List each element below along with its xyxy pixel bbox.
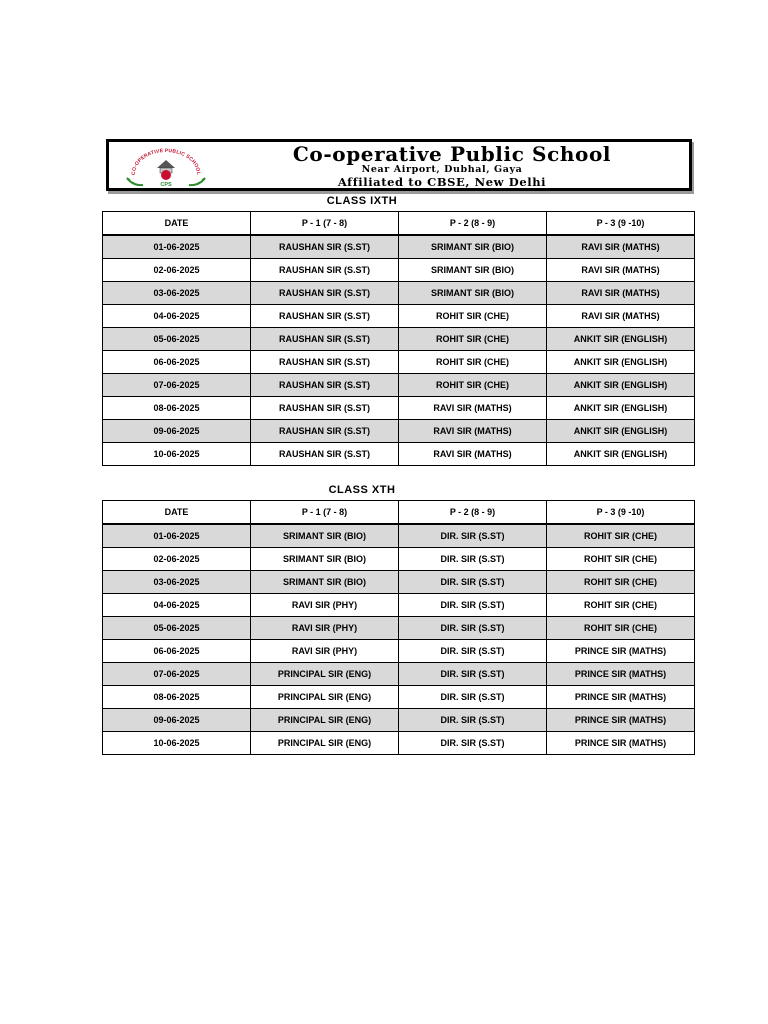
period-3-cell: RAVI SIR (MATHS): [547, 259, 695, 282]
column-header-p2: P - 2 (8 - 9): [399, 212, 547, 236]
table-row: [103, 443, 695, 466]
period-3-cell: RAVI SIR (MATHS): [547, 305, 695, 328]
period-2-cell: SRIMANT SIR (BIO): [399, 259, 547, 282]
school-header: [106, 139, 692, 191]
period-1-cell: SRIMANT SIR (BIO): [251, 571, 399, 594]
table-row: [103, 548, 695, 571]
period-2-cell: DIR. SIR (S.ST): [399, 663, 547, 686]
date-cell: 04-06-2025: [103, 305, 251, 328]
table-row: [103, 374, 695, 397]
class-ix-rows: [103, 235, 695, 466]
period-1-cell: PRINCIPAL SIR (ENG): [251, 732, 399, 755]
date-cell: 10-06-2025: [103, 732, 251, 755]
period-1-cell: PRINCIPAL SIR (ENG): [251, 663, 399, 686]
logo-ring-text: CO-OPERATIVE PUBLIC SCHOOL: [130, 147, 202, 176]
date-cell: 07-06-2025: [103, 374, 251, 397]
table-row: [103, 594, 695, 617]
period-2-cell: DIR. SIR (S.ST): [399, 617, 547, 640]
date-cell: 06-06-2025: [103, 351, 251, 374]
period-2-cell: DIR. SIR (S.ST): [399, 686, 547, 709]
school-affiliation: Affiliated to CBSE, New Delhi: [337, 175, 547, 189]
date-cell: 09-06-2025: [103, 420, 251, 443]
period-2-cell: ROHIT SIR (CHE): [399, 374, 547, 397]
class-x-table: [102, 500, 695, 755]
period-3-cell: RAVI SIR (MATHS): [547, 235, 695, 259]
table-row: [103, 663, 695, 686]
period-1-cell: PRINCIPAL SIR (ENG): [251, 709, 399, 732]
school-address: Near Airport, Dubhal, Gaya: [361, 164, 523, 175]
period-2-cell: RAVI SIR (MATHS): [399, 397, 547, 420]
period-1-cell: RAUSHAN SIR (S.ST): [251, 235, 399, 259]
period-2-cell: DIR. SIR (S.ST): [399, 640, 547, 663]
period-2-cell: DIR. SIR (S.ST): [399, 594, 547, 617]
column-header-p1: P - 1 (7 - 8): [251, 212, 399, 236]
period-2-cell: ROHIT SIR (CHE): [399, 351, 547, 374]
table-row: [103, 709, 695, 732]
table-header-row: [103, 212, 695, 236]
period-3-cell: PRINCE SIR (MATHS): [547, 640, 695, 663]
period-3-cell: ANKIT SIR (ENGLISH): [547, 443, 695, 466]
date-cell: 08-06-2025: [103, 686, 251, 709]
class-ix-title: CLASS IXTH: [326, 195, 398, 207]
period-1-cell: RAVI SIR (PHY): [251, 640, 399, 663]
period-3-cell: ROHIT SIR (CHE): [547, 594, 695, 617]
period-2-cell: RAVI SIR (MATHS): [399, 420, 547, 443]
date-cell: 02-06-2025: [103, 259, 251, 282]
table-row: [103, 617, 695, 640]
table-row: [103, 305, 695, 328]
period-1-cell: RAUSHAN SIR (S.ST): [251, 443, 399, 466]
period-1-cell: PRINCIPAL SIR (ENG): [251, 686, 399, 709]
school-name: Co-operative Public School: [292, 142, 612, 166]
period-3-cell: ROHIT SIR (CHE): [547, 617, 695, 640]
date-cell: 01-06-2025: [103, 235, 251, 259]
period-2-cell: SRIMANT SIR (BIO): [399, 282, 547, 305]
period-1-cell: RAUSHAN SIR (S.ST): [251, 420, 399, 443]
period-2-cell: DIR. SIR (S.ST): [399, 709, 547, 732]
date-cell: 09-06-2025: [103, 709, 251, 732]
date-cell: 02-06-2025: [103, 548, 251, 571]
column-header-p1: P - 1 (7 - 8): [251, 501, 399, 525]
table-row: [103, 351, 695, 374]
period-1-cell: RAUSHAN SIR (S.ST): [251, 282, 399, 305]
date-cell: 05-06-2025: [103, 328, 251, 351]
period-3-cell: ROHIT SIR (CHE): [547, 548, 695, 571]
class-x-title: CLASS XTH: [328, 484, 396, 496]
date-cell: 03-06-2025: [103, 282, 251, 305]
period-2-cell: DIR. SIR (S.ST): [399, 548, 547, 571]
period-1-cell: RAVI SIR (PHY): [251, 594, 399, 617]
date-cell: 07-06-2025: [103, 663, 251, 686]
period-3-cell: ANKIT SIR (ENGLISH): [547, 374, 695, 397]
date-cell: 05-06-2025: [103, 617, 251, 640]
table-row: [103, 397, 695, 420]
period-3-cell: RAVI SIR (MATHS): [547, 282, 695, 305]
table-row: [103, 571, 695, 594]
class-ix-table: [102, 211, 695, 466]
table-header-row: [103, 501, 695, 525]
period-1-cell: SRIMANT SIR (BIO): [251, 524, 399, 548]
table-row: [103, 640, 695, 663]
date-cell: 01-06-2025: [103, 524, 251, 548]
period-3-cell: PRINCE SIR (MATHS): [547, 709, 695, 732]
period-1-cell: RAUSHAN SIR (S.ST): [251, 374, 399, 397]
column-header-p3: P - 3 (9 -10): [547, 212, 695, 236]
period-3-cell: ANKIT SIR (ENGLISH): [547, 351, 695, 374]
period-3-cell: PRINCE SIR (MATHS): [547, 663, 695, 686]
period-2-cell: SRIMANT SIR (BIO): [399, 235, 547, 259]
date-cell: 10-06-2025: [103, 443, 251, 466]
table-row: [103, 282, 695, 305]
period-3-cell: ANKIT SIR (ENGLISH): [547, 328, 695, 351]
table-row: [103, 686, 695, 709]
period-3-cell: ANKIT SIR (ENGLISH): [547, 397, 695, 420]
period-2-cell: DIR. SIR (S.ST): [399, 732, 547, 755]
logo-initials: CPS: [160, 182, 172, 188]
date-cell: 04-06-2025: [103, 594, 251, 617]
period-2-cell: ROHIT SIR (CHE): [399, 328, 547, 351]
table-row: [103, 420, 695, 443]
column-header-date: DATE: [103, 212, 251, 236]
table-row: [103, 235, 695, 259]
column-header-p3: P - 3 (9 -10): [547, 501, 695, 525]
period-1-cell: RAUSHAN SIR (S.ST): [251, 397, 399, 420]
table-row: [103, 524, 695, 548]
period-3-cell: ROHIT SIR (CHE): [547, 524, 695, 548]
table-row: [103, 732, 695, 755]
period-1-cell: RAVI SIR (PHY): [251, 617, 399, 640]
table-row: [103, 259, 695, 282]
period-3-cell: ANKIT SIR (ENGLISH): [547, 420, 695, 443]
class-x-rows: [103, 524, 695, 755]
period-2-cell: DIR. SIR (S.ST): [399, 571, 547, 594]
period-2-cell: ROHIT SIR (CHE): [399, 305, 547, 328]
table-row: [103, 328, 695, 351]
date-cell: 06-06-2025: [103, 640, 251, 663]
date-cell: 03-06-2025: [103, 571, 251, 594]
period-2-cell: RAVI SIR (MATHS): [399, 443, 547, 466]
school-logo: [123, 144, 209, 188]
period-3-cell: PRINCE SIR (MATHS): [547, 686, 695, 709]
period-1-cell: RAUSHAN SIR (S.ST): [251, 328, 399, 351]
period-1-cell: RAUSHAN SIR (S.ST): [251, 305, 399, 328]
period-2-cell: DIR. SIR (S.ST): [399, 524, 547, 548]
period-1-cell: RAUSHAN SIR (S.ST): [251, 351, 399, 374]
period-1-cell: SRIMANT SIR (BIO): [251, 548, 399, 571]
period-3-cell: ROHIT SIR (CHE): [547, 571, 695, 594]
period-3-cell: PRINCE SIR (MATHS): [547, 732, 695, 755]
period-1-cell: RAUSHAN SIR (S.ST): [251, 259, 399, 282]
date-cell: 08-06-2025: [103, 397, 251, 420]
column-header-p2: P - 2 (8 - 9): [399, 501, 547, 525]
column-header-date: DATE: [103, 501, 251, 525]
